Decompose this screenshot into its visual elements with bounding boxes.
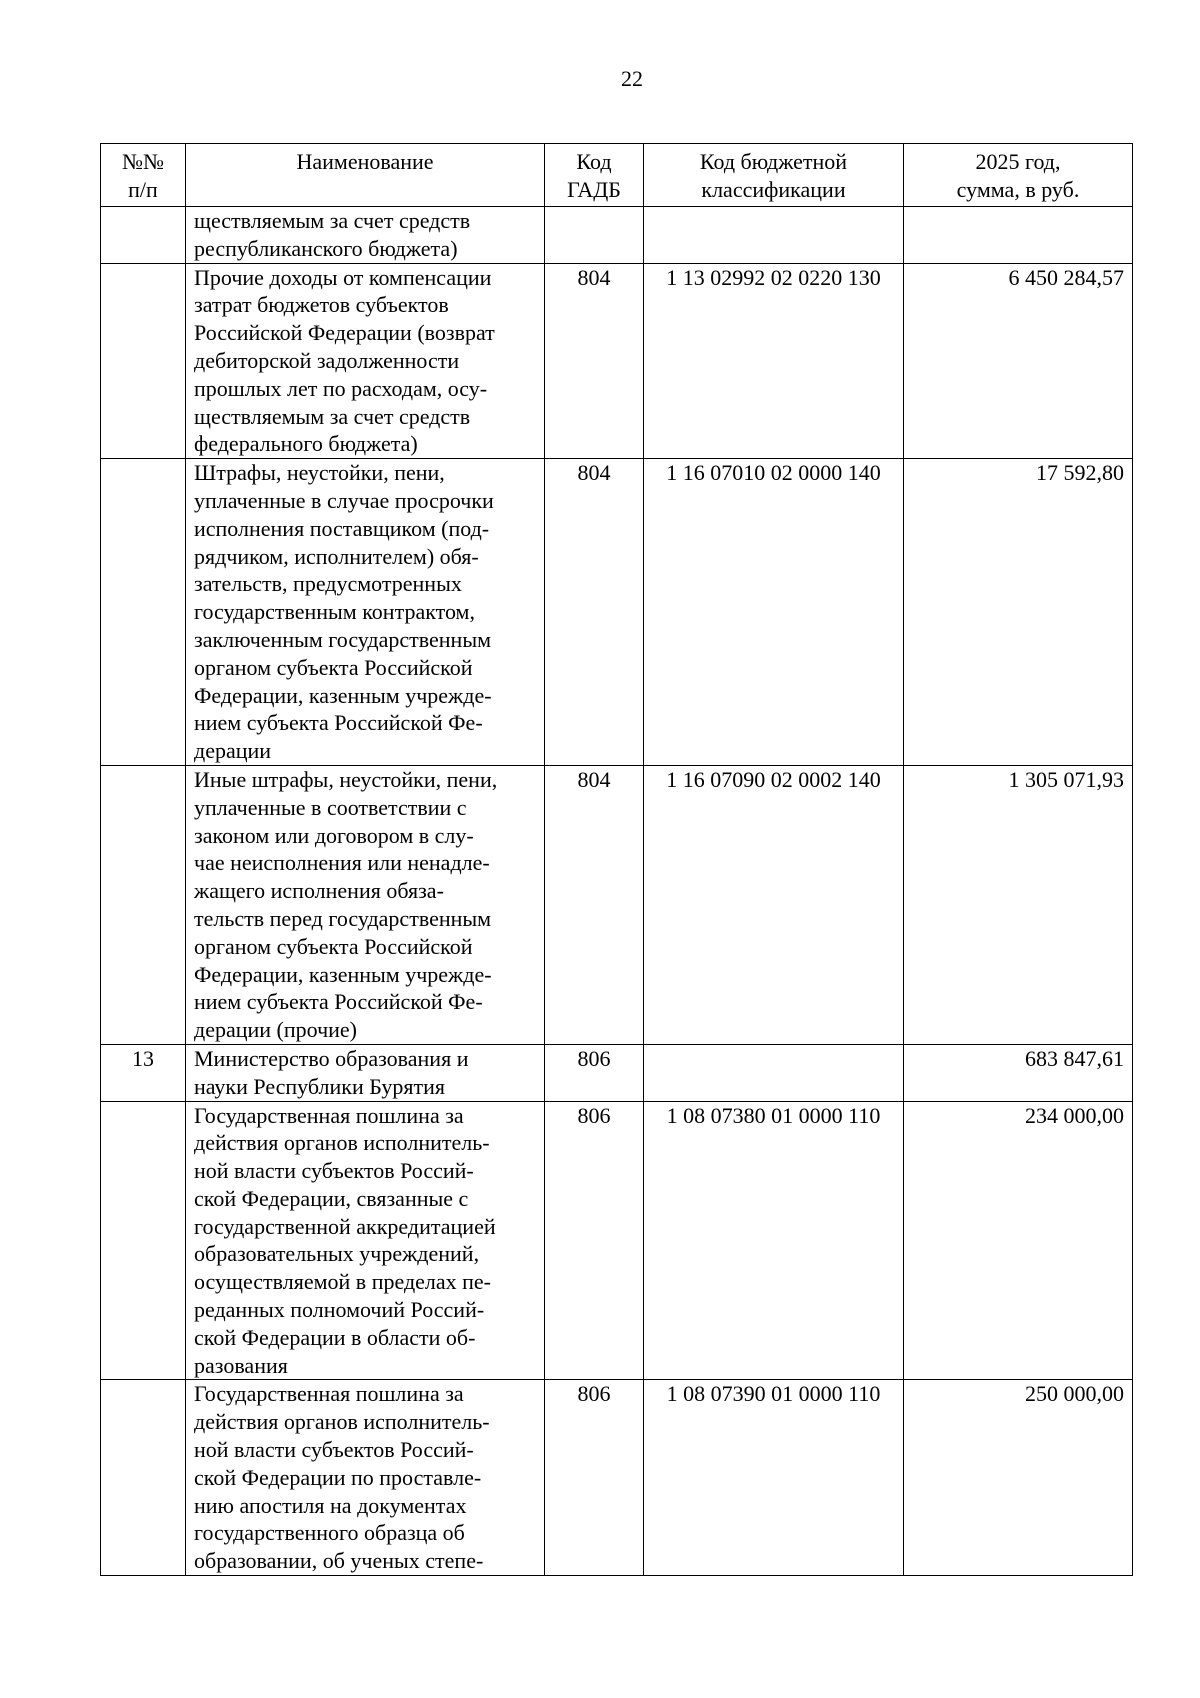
name-line: дерации (прочие) [194, 1017, 358, 1043]
name-line: Государственная пошлина за [194, 1102, 464, 1128]
cell-num: 13 [101, 1044, 186, 1101]
cell-sum: 1 305 071,93 [904, 765, 1133, 1044]
cell-name [186, 765, 545, 1044]
table-body [101, 207, 1133, 1576]
budget-revenue-table [100, 143, 1133, 1576]
cell-kbk: 1 08 07380 01 0000 110 [644, 1101, 904, 1380]
name-line: ской Федерации по проставле- [194, 1464, 482, 1490]
cell-kbk [644, 1044, 904, 1101]
header-line: №№ [122, 149, 164, 174]
name-line: реданных полномочий Россий- [194, 1297, 485, 1323]
name-line: тельств перед государственным [194, 905, 492, 931]
name-line: ской Федерации в области об- [194, 1324, 476, 1350]
table-row [101, 1101, 1133, 1380]
cell-name [186, 1380, 545, 1576]
table-row [101, 207, 1133, 264]
cell-sum [904, 207, 1133, 264]
name-line: ской Федерации, связанные с [194, 1185, 469, 1211]
name-line: нием субъекта Российской Фе- [194, 989, 483, 1015]
name-line: заключенным государственным [194, 626, 492, 652]
header-line: Код бюджетной [699, 149, 848, 174]
name-line: разования [194, 1352, 288, 1378]
name-line: Федерации, казенным учрежде- [194, 682, 492, 708]
page-number: 22 [621, 66, 643, 91]
name-line: нием субъекта Российской Фе- [194, 710, 483, 736]
name-line: образовании, об ученых степе- [194, 1548, 484, 1574]
name-line: ной власти субъектов Россий- [194, 1158, 474, 1184]
name-line: исполнения поставщиком (под- [194, 515, 490, 541]
header-kbk [644, 144, 904, 207]
header-gadb [545, 144, 644, 207]
table-row [101, 263, 1133, 459]
cell-sum: 250 000,00 [904, 1380, 1133, 1576]
name-line: рядчиком, исполнителем) обя- [194, 543, 479, 569]
name-line: Прочие доходы от компенсации [194, 264, 492, 290]
name-line: государственной аккредитацией [194, 1213, 496, 1239]
header-line: сумма, в руб. [956, 177, 1080, 202]
name-line: органом субъекта Российской [194, 654, 473, 680]
cell-gadb [545, 207, 644, 264]
cell-gadb: 806 [545, 1380, 644, 1576]
cell-gadb: 804 [545, 263, 644, 459]
table-row [101, 459, 1133, 766]
header-line: классификации [701, 177, 846, 202]
cell-name [186, 459, 545, 766]
cell-sum: 683 847,61 [904, 1044, 1133, 1101]
name-line: образовательных учреждений, [194, 1241, 480, 1267]
name-line: уплаченные в случае просрочки [194, 487, 494, 513]
cell-num [101, 459, 186, 766]
cell-sum: 234 000,00 [904, 1101, 1133, 1380]
name-line: республиканского бюджета) [194, 235, 458, 261]
cell-name [186, 207, 545, 264]
name-line: Государственная пошлина за [194, 1381, 464, 1407]
name-line: государственным контрактом, [194, 599, 475, 625]
name-line: Иные штрафы, неустойки, пени, [194, 766, 498, 792]
cell-sum: 6 450 284,57 [904, 263, 1133, 459]
header-line: ГАДБ [567, 177, 621, 202]
cell-name [186, 1044, 545, 1101]
name-line: федерального бюджета) [194, 431, 418, 457]
header-sum [904, 144, 1133, 207]
cell-kbk: 1 13 02992 02 0220 130 [644, 263, 904, 459]
cell-num [101, 765, 186, 1044]
name-line: Штрафы, неустойки, пени, [194, 460, 445, 486]
header-line: Код [576, 149, 612, 174]
name-line: ной власти субъектов Россий- [194, 1437, 474, 1463]
cell-sum: 17 592,80 [904, 459, 1133, 766]
cell-kbk: 1 16 07010 02 0000 140 [644, 459, 904, 766]
cell-kbk: 1 08 07390 01 0000 110 [644, 1380, 904, 1576]
cell-num [101, 207, 186, 264]
cell-num [101, 1101, 186, 1380]
name-line: осуществляемой в пределах пе- [194, 1269, 492, 1295]
cell-num [101, 263, 186, 459]
name-line: ществляемым за счет средств [194, 208, 471, 233]
name-line: дерации [194, 738, 272, 764]
name-line: затрат бюджетов субъектов [194, 292, 449, 318]
table-row [101, 765, 1133, 1044]
name-line: Министерство образования и [194, 1045, 469, 1071]
header-num [101, 144, 186, 207]
name-line: законом или договором в слу- [194, 822, 474, 848]
cell-gadb: 804 [545, 459, 644, 766]
name-line: зательств, предусмотренных [194, 571, 462, 597]
table-row [101, 1380, 1133, 1576]
cell-num [101, 1380, 186, 1576]
name-line: действия органов исполнитель- [194, 1130, 490, 1156]
header-line: 2025 год, [975, 149, 1061, 174]
name-line: государственного образца об [194, 1520, 465, 1546]
cell-name [186, 263, 545, 459]
name-line: органом субъекта Российской [194, 933, 473, 959]
cell-kbk: 1 16 07090 02 0002 140 [644, 765, 904, 1044]
name-line: нию апостиля на документах [194, 1492, 467, 1518]
cell-gadb: 806 [545, 1101, 644, 1380]
name-line: действия органов исполнитель- [194, 1409, 490, 1435]
cell-gadb: 806 [545, 1044, 644, 1101]
name-line: дебиторской задолженности [194, 347, 460, 373]
cell-gadb: 804 [545, 765, 644, 1044]
header-name [186, 144, 545, 207]
name-line: жащего исполнения обяза- [194, 878, 444, 904]
header-line: Наименование [296, 149, 434, 174]
cell-name [186, 1101, 545, 1380]
name-line: уплаченные в соответствии с [194, 794, 467, 820]
name-line: науки Республики Бурятия [194, 1073, 445, 1099]
name-line: Российской Федерации (возврат [194, 320, 495, 346]
name-line: чае неисполнения или ненадле- [194, 850, 490, 876]
name-line: прошлых лет по расходам, осу- [194, 375, 488, 401]
table-header [101, 144, 1133, 207]
name-line: Федерации, казенным учрежде- [194, 961, 492, 987]
table-row [101, 1044, 1133, 1101]
name-line: ществляемым за счет средств [194, 403, 471, 429]
cell-kbk [644, 207, 904, 264]
header-line: п/п [128, 177, 158, 202]
